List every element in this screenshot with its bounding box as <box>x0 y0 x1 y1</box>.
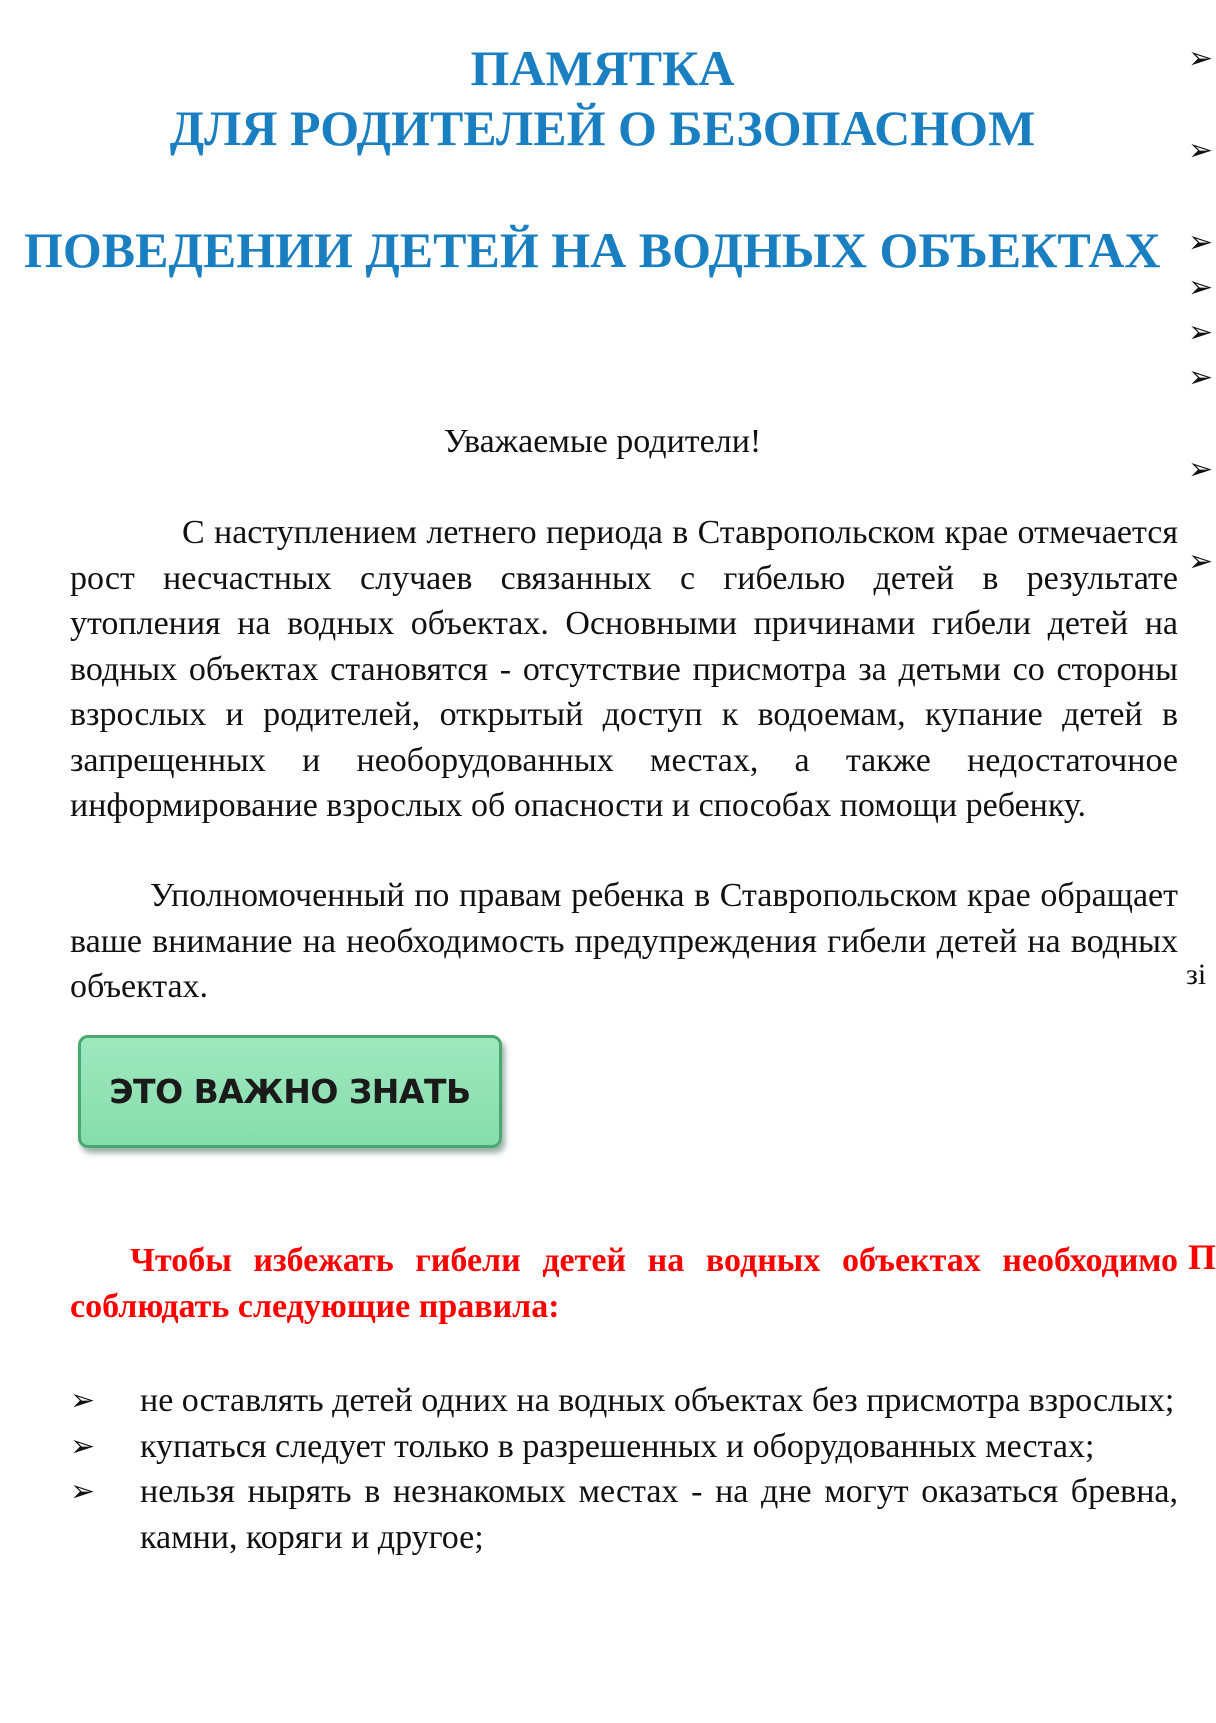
rule-text: нельзя нырять в незнакомых местах - на дне могут оказаться бревна, камни, коряги и другое; <box>140 1473 1178 1556</box>
edge-arrow-icon: ➢ <box>1188 225 1214 260</box>
important-to-know-button[interactable]: ЭТО ВАЖНО ЗНАТЬ <box>78 1035 502 1148</box>
document-title-line-1: ПАМЯТКА <box>470 40 735 96</box>
edge-arrow-icon: ➢ <box>1188 270 1214 305</box>
list-item <box>70 1469 1178 1560</box>
rules-heading: Чтобы избежать гибели детей на водных объектах необходимо соблюдать следующие правила: <box>70 1242 1178 1325</box>
intro-paragraph: С наступлением летнего периода в Ставропольском крае отмечается рост несчастных случаев связанных с гибелью детей в результате утопления на водных объектах. Основными причинами гибели детей на водных объектах становятся - отсутствие присмотра за детьми со стороны взрослых и родителей, открытый доступ к водоемам, купание детей в запрещенных и необорудованных местах, а также недостаточное информирование взрослых об опасности и способах помощи ребенку. <box>70 514 1178 824</box>
edge-arrow-icon: ➢ <box>1188 544 1214 579</box>
edge-arrow-icon: ➢ <box>1188 41 1214 76</box>
edge-text-fragment: зі <box>1186 958 1207 991</box>
edge-arrow-icon: ➢ <box>1188 360 1214 395</box>
document-title-line-3: ПОВЕДЕНИИ ДЕТЕЙ НА ВОДНЫХ ОБЪЕКТАХ <box>24 222 1161 278</box>
list-item <box>70 1424 1178 1470</box>
greeting: Уважаемые родители! <box>443 423 762 460</box>
document-title-line-2: ДЛЯ РОДИТЕЛЕЙ О БЕЗОПАСНОМ <box>169 100 1036 156</box>
edge-red-fragment: П <box>1188 1237 1216 1277</box>
edge-arrow-icon: ➢ <box>1188 315 1214 350</box>
rule-text: купаться следует только в разрешенных и оборудованных местах; <box>140 1427 1095 1465</box>
rules-list <box>70 1378 1178 1560</box>
list-item <box>70 1378 1178 1424</box>
arrow-bullet-icon: ➢ <box>70 1428 96 1464</box>
rule-text: не оставлять детей одних на водных объектах без присмотра взрослых; <box>140 1382 1175 1419</box>
edge-arrow-icon: ➢ <box>1188 452 1214 487</box>
ombudsman-paragraph: Уполномоченный по правам ребенка в Ставропольском крае обращает ваше внимание на необходимость предупреждения гибели детей на водных объектах. <box>70 877 1178 1005</box>
arrow-bullet-icon: ➢ <box>70 1474 96 1509</box>
arrow-bullet-icon: ➢ <box>70 1383 96 1418</box>
edge-arrow-icon: ➢ <box>1188 133 1214 168</box>
